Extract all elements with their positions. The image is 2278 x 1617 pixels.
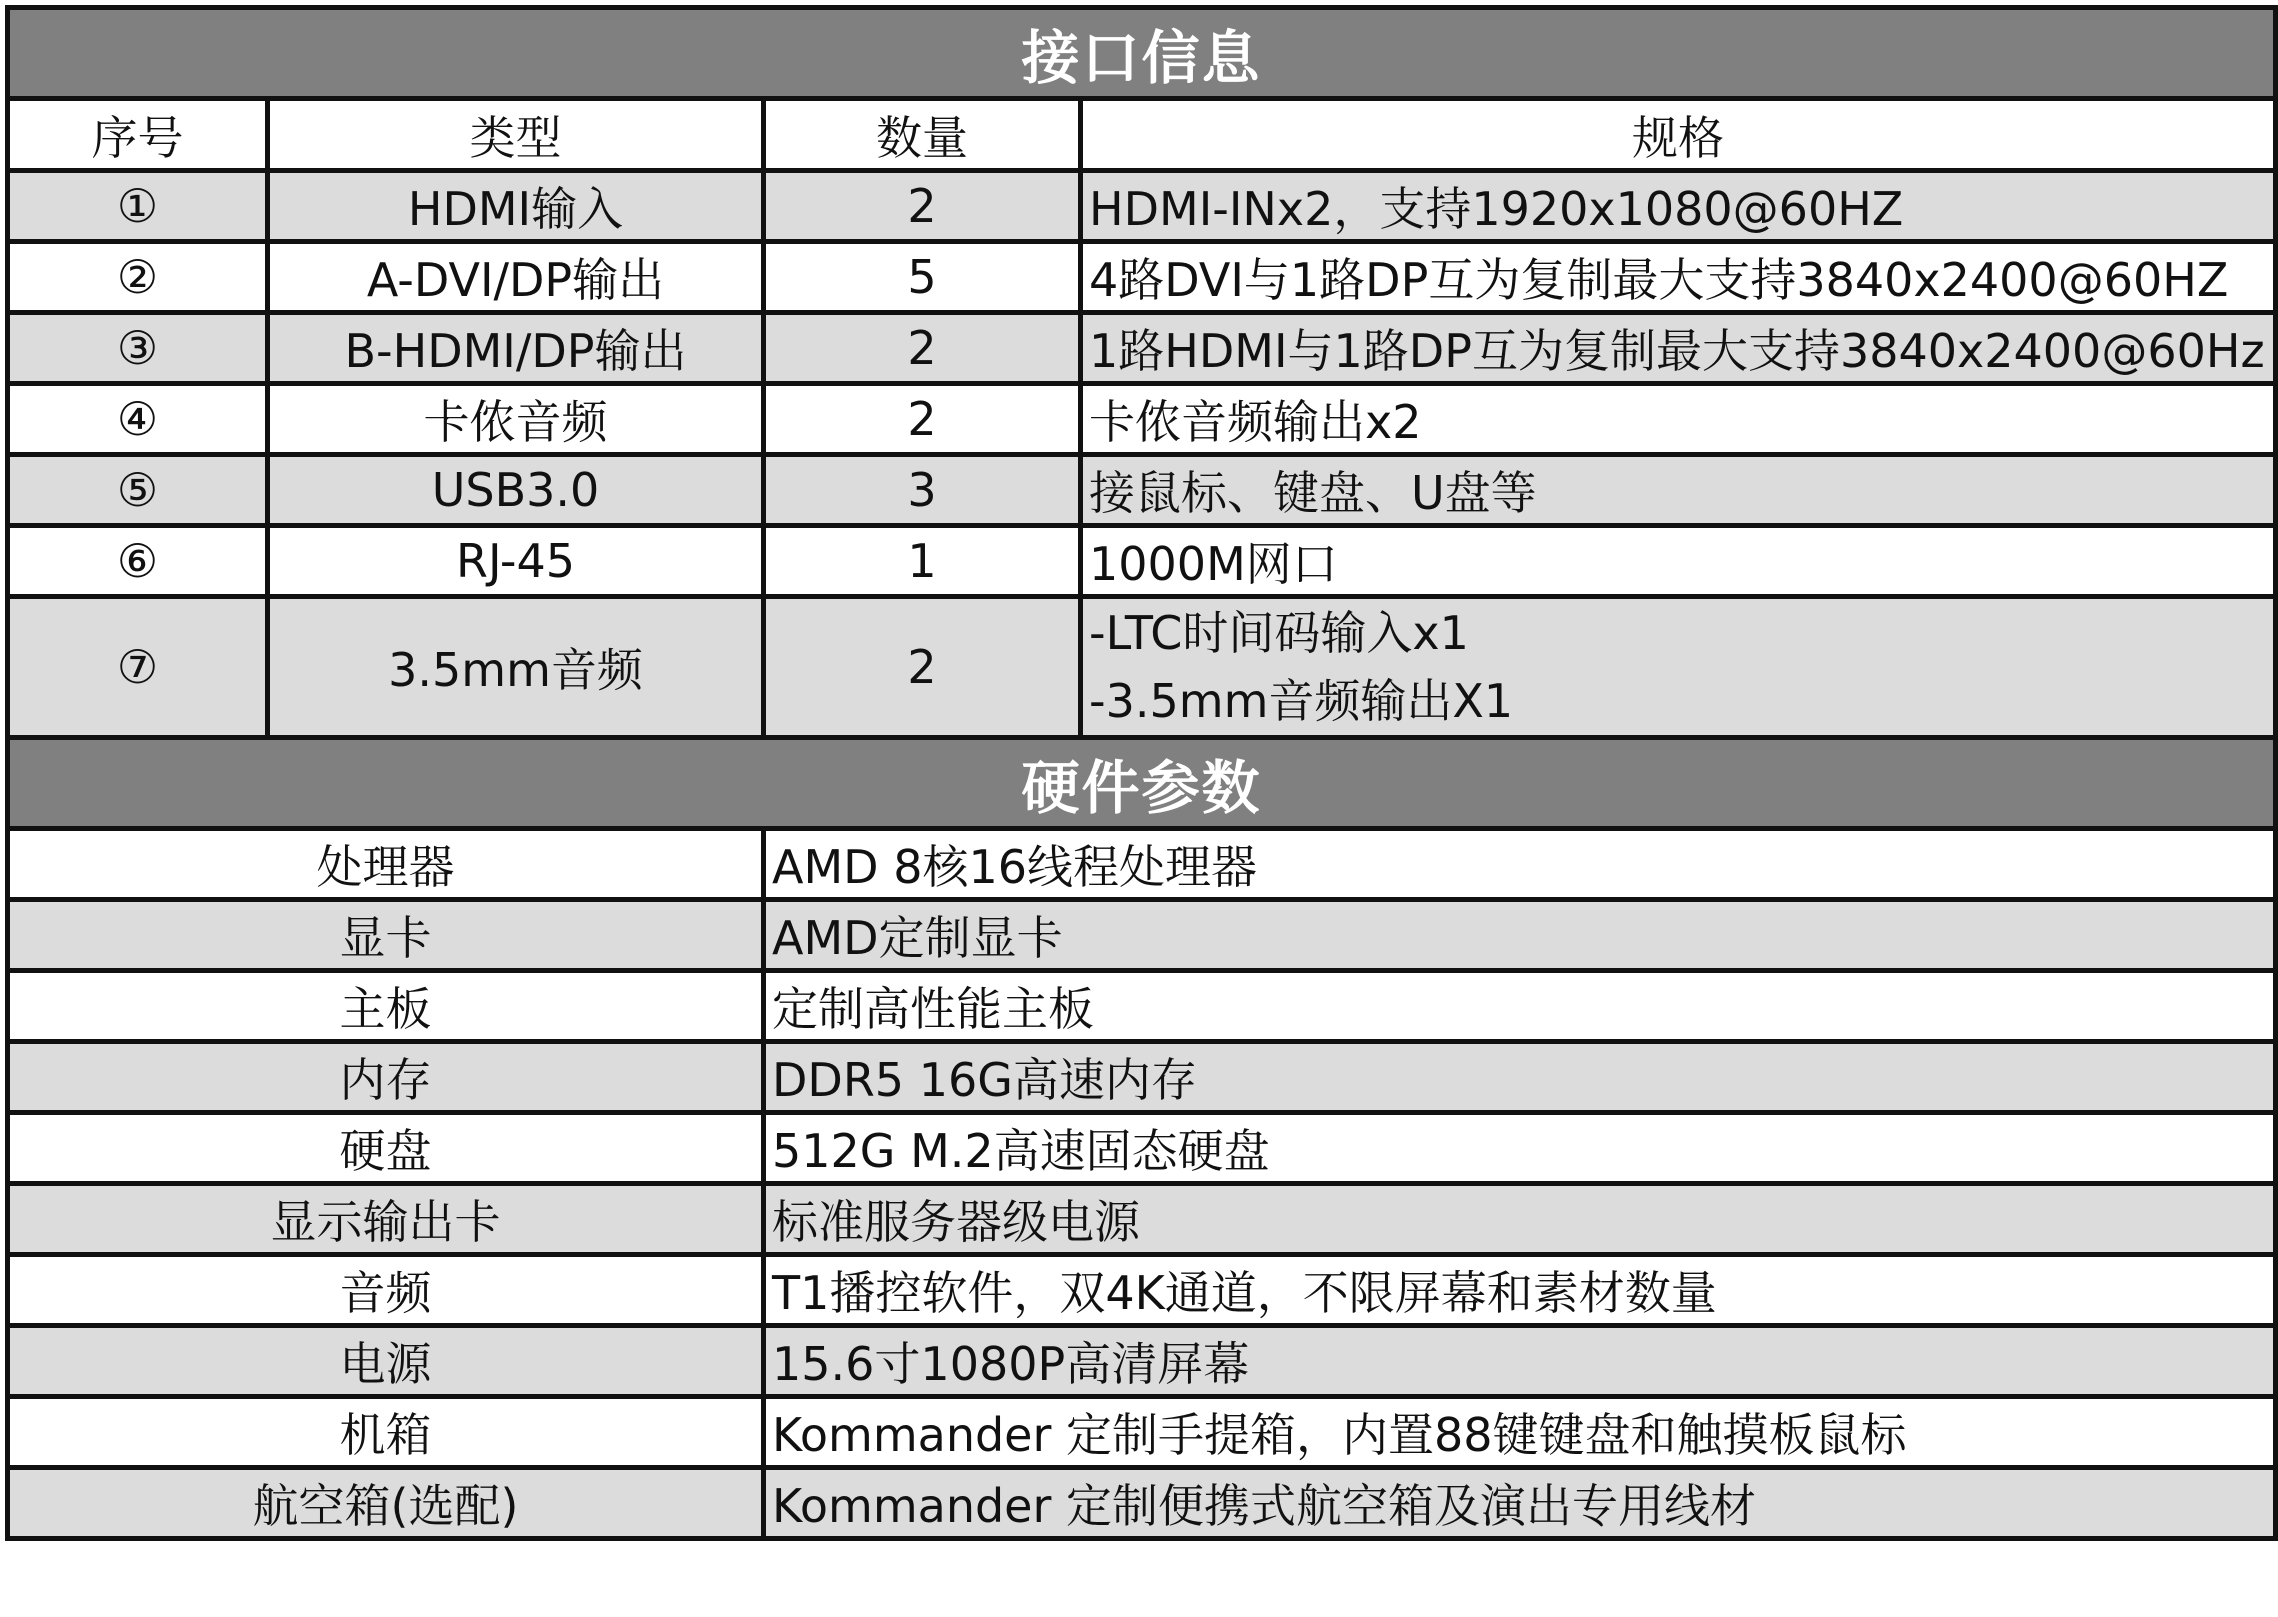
row-type: RJ-45 bbox=[268, 526, 764, 597]
row-no: ② bbox=[8, 242, 268, 313]
header-spec: 规格 bbox=[1081, 99, 2276, 171]
param-name: 航空箱(选配) bbox=[8, 1468, 764, 1539]
header-no: 序号 bbox=[8, 99, 268, 171]
row-type: A-DVI/DP输出 bbox=[268, 242, 764, 313]
row-no: ⑤ bbox=[8, 455, 268, 526]
param-name: 硬盘 bbox=[8, 1113, 764, 1184]
hardware-section-header bbox=[8, 738, 2276, 829]
interface-section-header bbox=[8, 8, 2276, 99]
row-qty: 2 bbox=[764, 597, 1081, 738]
row-spec: 1000M网口 bbox=[1081, 526, 2276, 597]
row-qty: 2 bbox=[764, 171, 1081, 242]
table-row bbox=[8, 384, 2276, 455]
param-name: 主板 bbox=[8, 971, 764, 1042]
param-name: 音频 bbox=[8, 1255, 764, 1326]
param-value: 定制高性能主板 bbox=[764, 971, 2276, 1042]
row-qty: 2 bbox=[764, 384, 1081, 455]
param-name: 显示输出卡 bbox=[8, 1184, 764, 1255]
param-value: 标准服务器级电源 bbox=[764, 1184, 2276, 1255]
spec-line: -3.5mm音频输出X1 bbox=[1089, 674, 1514, 728]
row-spec: 4路DVI与1路DP互为复制最大支持3840x2400@60HZ bbox=[1081, 242, 2276, 313]
header-type: 类型 bbox=[268, 99, 764, 171]
spec-line: -LTC时间码输入x1 bbox=[1089, 606, 1469, 660]
table-row bbox=[8, 597, 2276, 738]
row-no: ③ bbox=[8, 313, 268, 384]
param-name: 电源 bbox=[8, 1326, 764, 1397]
param-name: 处理器 bbox=[8, 829, 764, 900]
row-no: ⑦ bbox=[8, 597, 268, 738]
header-qty: 数量 bbox=[764, 99, 1081, 171]
table-row bbox=[8, 526, 2276, 597]
param-value: DDR5 16G高速内存 bbox=[764, 1042, 2276, 1113]
table-row bbox=[8, 829, 2276, 900]
table-row bbox=[8, 1468, 2276, 1539]
row-spec bbox=[1081, 597, 2276, 738]
row-qty: 3 bbox=[764, 455, 1081, 526]
row-spec: 1路HDMI与1路DP互为复制最大支持3840x2400@60Hz bbox=[1081, 313, 2276, 384]
row-qty: 2 bbox=[764, 313, 1081, 384]
row-spec: 接鼠标、键盘、U盘等 bbox=[1081, 455, 2276, 526]
row-type: 卡侬音频 bbox=[268, 384, 764, 455]
table-row bbox=[8, 971, 2276, 1042]
row-spec: 卡侬音频输出x2 bbox=[1081, 384, 2276, 455]
spec-table bbox=[5, 5, 2278, 1541]
row-no: ① bbox=[8, 171, 268, 242]
param-value: 512G M.2高速固态硬盘 bbox=[764, 1113, 2276, 1184]
param-name: 显卡 bbox=[8, 900, 764, 971]
table-row bbox=[8, 1326, 2276, 1397]
table-row bbox=[8, 171, 2276, 242]
table-row bbox=[8, 1184, 2276, 1255]
table-row bbox=[8, 1042, 2276, 1113]
param-value: Kommander 定制便携式航空箱及演出专用线材 bbox=[764, 1468, 2276, 1539]
table-row bbox=[8, 455, 2276, 526]
row-spec: HDMI-INx2，支持1920x1080@60HZ bbox=[1081, 171, 2276, 242]
param-value: AMD 8核16线程处理器 bbox=[764, 829, 2276, 900]
param-value: AMD定制显卡 bbox=[764, 900, 2276, 971]
param-value: Kommander 定制手提箱，内置88键键盘和触摸板鼠标 bbox=[764, 1397, 2276, 1468]
row-no: ④ bbox=[8, 384, 268, 455]
row-type: USB3.0 bbox=[268, 455, 764, 526]
table-row bbox=[8, 1255, 2276, 1326]
row-type: B-HDMI/DP输出 bbox=[268, 313, 764, 384]
hardware-section-title: 硬件参数 bbox=[8, 738, 2276, 829]
interface-section-title: 接口信息 bbox=[8, 8, 2276, 99]
table-row bbox=[8, 1397, 2276, 1468]
interface-column-headers bbox=[8, 99, 2276, 171]
table-row bbox=[8, 313, 2276, 384]
row-qty: 1 bbox=[764, 526, 1081, 597]
row-qty: 5 bbox=[764, 242, 1081, 313]
table-row bbox=[8, 242, 2276, 313]
param-name: 机箱 bbox=[8, 1397, 764, 1468]
table-row bbox=[8, 1113, 2276, 1184]
row-type: 3.5mm音频 bbox=[268, 597, 764, 738]
param-value: T1播控软件，双4K通道，不限屏幕和素材数量 bbox=[764, 1255, 2276, 1326]
table-row bbox=[8, 900, 2276, 971]
param-value: 15.6寸1080P高清屏幕 bbox=[764, 1326, 2276, 1397]
param-name: 内存 bbox=[8, 1042, 764, 1113]
row-no: ⑥ bbox=[8, 526, 268, 597]
row-type: HDMI输入 bbox=[268, 171, 764, 242]
